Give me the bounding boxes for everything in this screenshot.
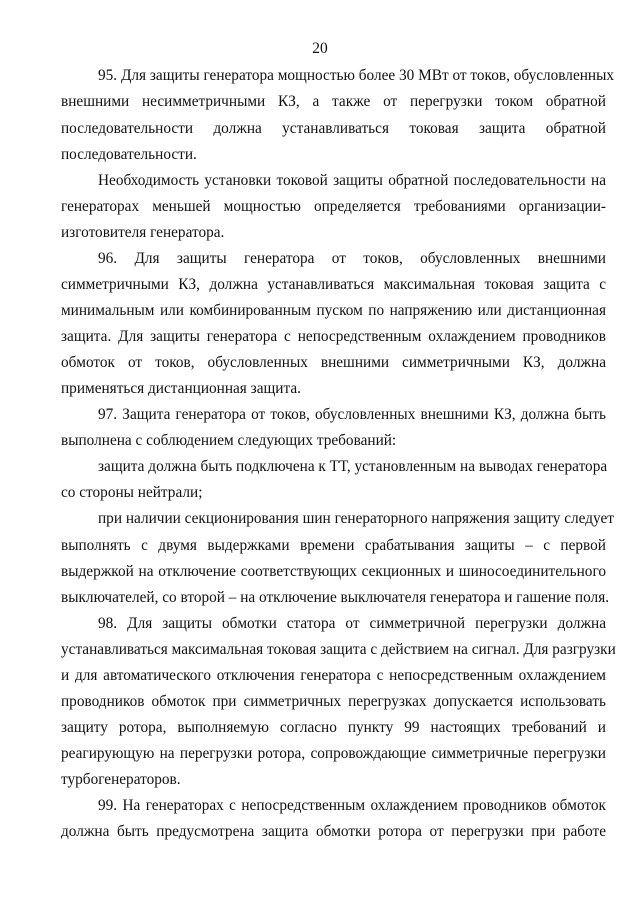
text-line: выключателей, со второй – на отключение выключателя генератора и гашение поля. xyxy=(61,589,610,606)
text-line: 96. Для защиты генератора от токов, обусловленных внешними xyxy=(98,250,606,267)
page-number: 20 xyxy=(312,40,328,57)
text-line: минимальным или комбинированным пуском по напряжению или дистанционная xyxy=(61,302,606,319)
text-line: должна быть предусмотрена защита обмотки ротора от перегрузки при работе xyxy=(61,823,606,840)
text-line: реагирующую на перегрузки ротора, сопровождающие симметричные перегрузки xyxy=(61,745,606,762)
text-line: турбогенераторов. xyxy=(61,771,181,788)
text-line: последовательности. xyxy=(61,146,197,163)
text-line: Необходимость установки токовой защиты обратной последовательности на xyxy=(98,172,606,189)
text-line: симметричными КЗ, должна устанавливаться максимальная токовая защита с xyxy=(61,276,606,293)
text-line: 98. Для защиты обмотки статора от симметричной перегрузки должна xyxy=(98,615,606,632)
text-line: генераторах меньшей мощностью определяется требованиями организации- xyxy=(61,198,606,215)
text-line: 99. На генераторах с непосредственным охлаждением проводников обмоток xyxy=(98,797,606,814)
text-line: и для автоматического отключения генератора с непосредственным охлаждением xyxy=(61,667,606,684)
text-line: при наличии секционирования шин генераторного напряжения защиту следует xyxy=(98,510,614,527)
text-line: 95. Для защиты генератора мощностью более 30 МВт от токов, обусловленных xyxy=(98,67,615,84)
text-line: защита. Для защиты генератора с непосредственным охлаждением проводников xyxy=(61,328,606,345)
text-line: применяться дистанционная защита. xyxy=(61,380,301,397)
text-line: выдержкой на отключение соответствующих секционных и шиносоединительного xyxy=(61,563,606,580)
text-line: выполнена с соблюдением следующих требований: xyxy=(61,432,397,449)
text-line: обмоток от токов, обусловленных внешними симметричными КЗ, должна xyxy=(61,354,606,371)
text-line: выполнять с двумя выдержками времени срабатывания защиты – с первой xyxy=(61,537,606,554)
text-line: изготовителя генератора. xyxy=(61,224,225,241)
text-line: со стороны нейтрали; xyxy=(61,484,203,501)
text-line: устанавливаться максимальная токовая защита с действием на сигнал. Для разгрузки xyxy=(61,641,616,658)
text-line: защита должна быть подключена к ТТ, установленным на выводах генератора xyxy=(98,458,608,475)
text-line: последовательности должна устанавливаться токовая защита обратной xyxy=(61,120,606,137)
text-line: 97. Защита генератора от токов, обусловленных внешними КЗ, должна быть xyxy=(98,406,606,423)
text-line: проводников обмоток при симметричных перегрузках допускается использовать xyxy=(61,693,606,710)
text-line: защиту ротора, выполняемую согласно пункту 99 настоящих требований и xyxy=(61,719,606,736)
text-line: внешними несимметричными КЗ, а также от перегрузки током обратной xyxy=(61,93,606,110)
